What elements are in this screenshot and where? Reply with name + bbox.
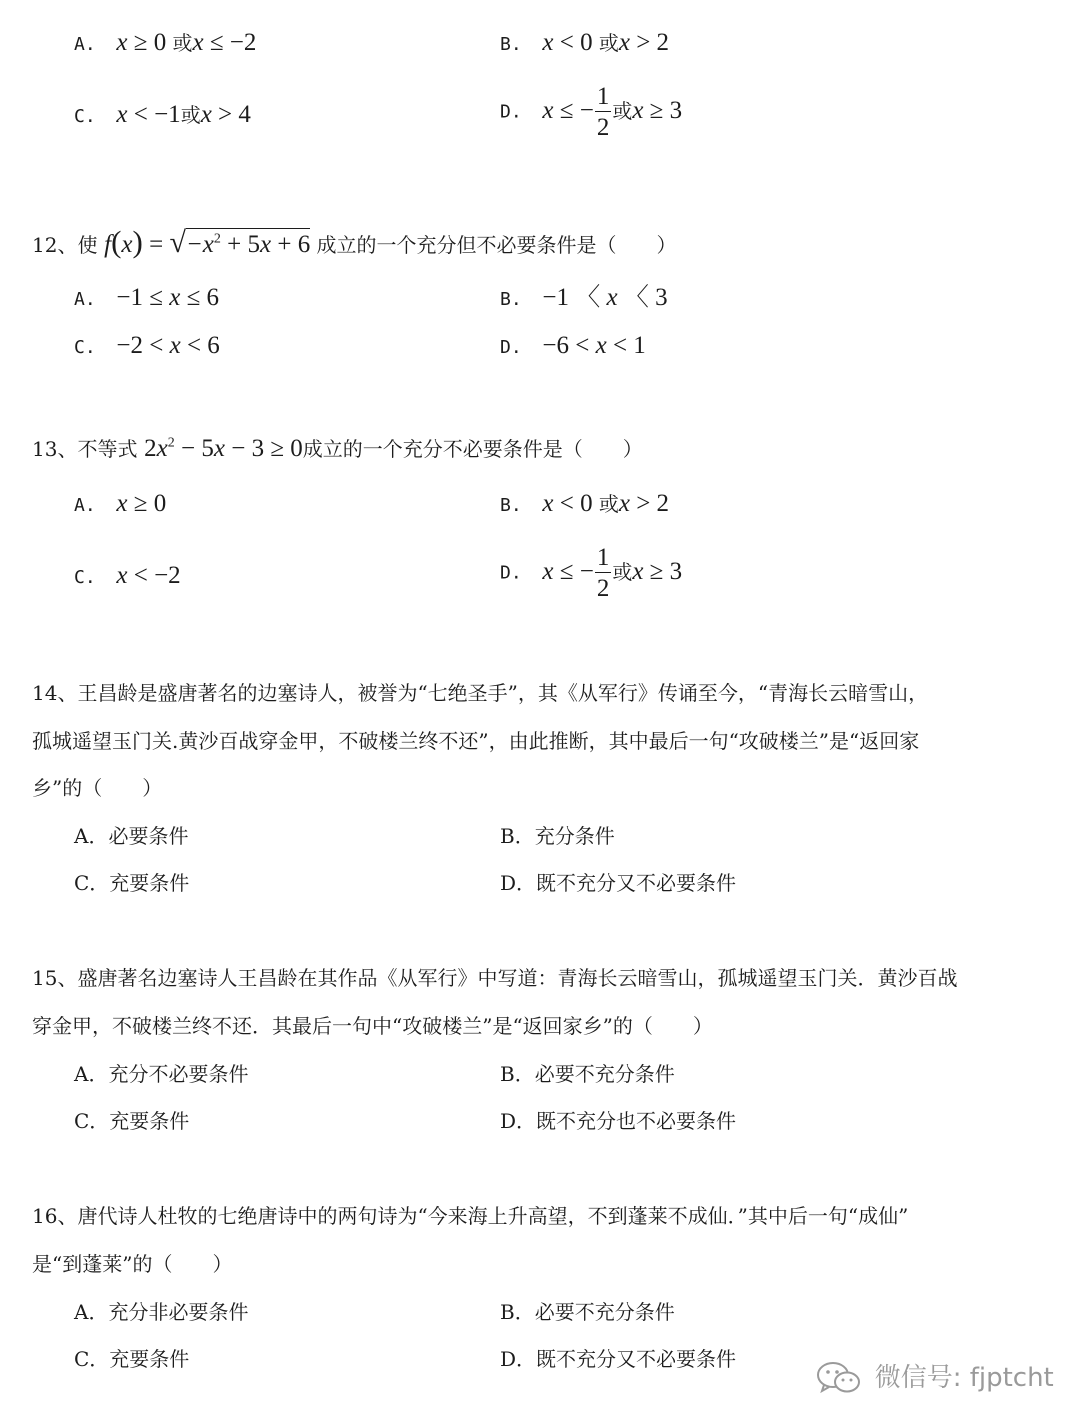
q13-option-c[interactable]: C. x < −2 [74,562,181,589]
q16-option-c[interactable]: C．充要条件 [74,1347,190,1371]
q12-option-b[interactable]: B. −1 〈 x 〈 3 [500,284,668,311]
q14-line-2: 孤城遥望玉门关.黄沙百战穿金甲，不破楼兰终不还”，由此推断，其中最后一句“攻破楼兰”是“返回家 [32,729,920,753]
q11-option-c[interactable]: C. x < −1或x > 4 [74,101,251,128]
watermark: 微信号: fjptcht [816,1360,1054,1396]
q12-option-a[interactable]: A. −1 ≤ x ≤ 6 [74,284,220,311]
q15-option-a[interactable]: A．充分不必要条件 [74,1062,249,1086]
q14-option-c[interactable]: C．充要条件 [74,871,190,895]
q15-option-b[interactable]: B．必要不充分条件 [500,1062,675,1086]
q15-line-2: 穿金甲，不破楼兰终不还．其最后一句中“攻破楼兰”是“返回家乡”的（ ） [32,1014,713,1038]
q15-line-1: 15、盛唐著名边塞诗人王昌龄在其作品《从军行》中写道：青海长云暗雪山，孤城遥望玉门关．黄沙百战 [32,966,958,990]
q16-line-1: 16、唐代诗人杜牧的七绝唐诗中的两句诗为“今来海上升高望，不到蓬莱不成仙．”其中后一句“成仙” [32,1204,909,1228]
q11-option-d[interactable]: D. x ≤ − $\frac{1}{2}$ 或x ≥ 3 [500,83,683,141]
q13-option-b[interactable]: B. x < 0 或x > 2 [500,490,670,517]
q12-option-c[interactable]: C. −2 < x < 6 [74,332,220,359]
fraction-one-half: $\frac{1}{2}$ [596,83,610,141]
q16-option-d[interactable]: D．既不充分又不必要条件 [500,1347,737,1371]
q13-option-d[interactable]: D. x ≤ − $\frac{1}{2}$ 或x ≥ 3 [500,544,683,602]
q11-option-b[interactable]: B. x < 0 或x > 2 [500,29,670,56]
q14-option-d[interactable]: D．既不充分又不必要条件 [500,871,737,895]
q12-stem: 12、使 $f(x) = √-x^2 + 5x + 6$ 成立的一个充分但不必要条件是（ ） [32,224,677,259]
q15-option-d[interactable]: D．既不充分也不必要条件 [500,1109,737,1133]
wechat-icon [816,1360,862,1396]
fraction-one-half: $\frac{1}{2}$ [596,544,610,602]
q14-line-1: 14、王昌龄是盛唐著名的边塞诗人，被誉为“七绝圣手”，其《从军行》传诵至今，“青海长云暗雪山， [32,681,929,705]
q16-line-2: 是“到蓬莱”的（ ） [32,1252,233,1276]
q12-option-d[interactable]: D. −6 < x < 1 [500,332,646,359]
q14-line-3: 乡”的（ ） [32,776,163,800]
q13-stem: 13、不等式 $2x^2 - 5x - 3 \ge 0$成立的一个充分不必要条件是（ ） [32,435,643,462]
q14-option-a[interactable]: A．必要条件 [74,824,189,848]
q16-option-b[interactable]: B．必要不充分条件 [500,1300,675,1324]
q15-option-c[interactable]: C．充要条件 [74,1109,190,1133]
q11-option-a[interactable]: A. x ≥ 0 或x ≤ −2 [74,29,257,56]
q13-option-a[interactable]: A. x ≥ 0 [74,490,167,517]
radicand: $-x^2 + 5x + 6$ [186,228,310,258]
q14-option-b[interactable]: B．充分条件 [500,824,615,848]
q16-option-a[interactable]: A．充分非必要条件 [74,1300,249,1324]
